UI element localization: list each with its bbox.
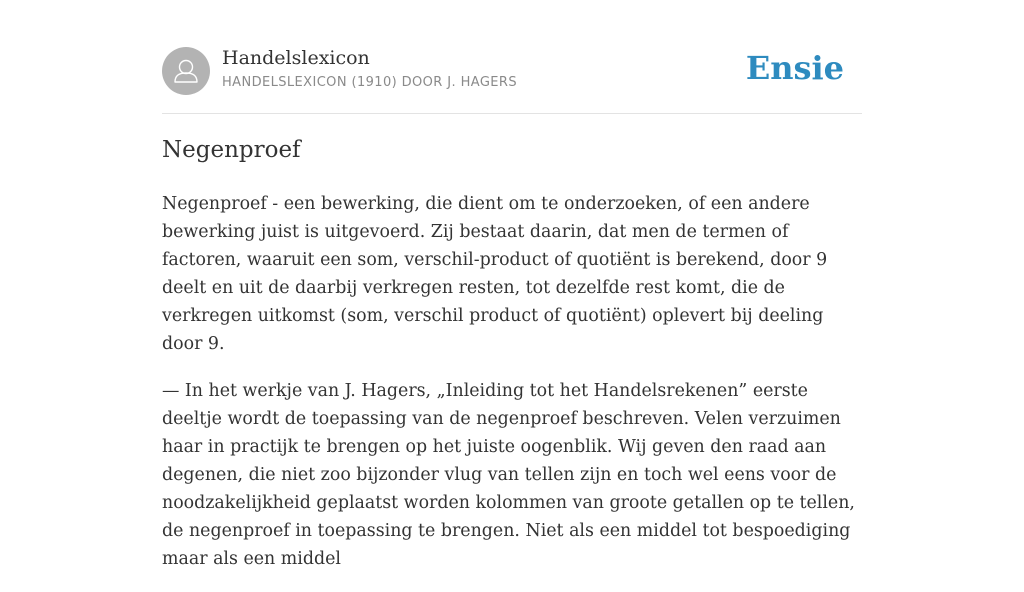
user-icon xyxy=(162,47,210,95)
brand-logo[interactable]: Ensie xyxy=(745,49,844,87)
avatar[interactable] xyxy=(162,47,210,95)
author-subtitle[interactable]: HANDELSLEXICON (1910) DOOR J. HAGERS xyxy=(222,75,517,90)
author-name[interactable]: Handelslexicon xyxy=(222,47,370,69)
article-paragraph: — In het werkje van J. Hagers, „Inleiding tot het Handelsrekenen” eerste deeltje wordt de toepassing van de negenproef beschreven. Velen verzuimen haar in practijk te brengen op het juiste oogenblik. Wij geven den raad aan degenen, die niet zoo bijzonder vlug van tellen zijn en toch wel eens voor de noodzakelijkheid geplaatst worden kolommen van groote getallen op te tellen, de negenproef in toepassing te brengen. Niet als een middel tot bespoediging maar als een middel xyxy=(162,381,855,569)
article-header xyxy=(162,47,862,95)
header-divider xyxy=(162,113,862,114)
article-title: Negenproef xyxy=(162,137,301,163)
article-body xyxy=(162,190,862,592)
article-paragraph: Negenproef - een bewerking, die dient om te onderzoeken, of een andere bewerking juist is uitgevoerd. Zij bestaat daarin, dat men de termen of factoren, waaruit een som, verschil-product of quotiënt is berekend, door 9 deelt en uit de daarbij verkregen resten, tot dezelfde rest komt, die de verkregen uitkomst (som, verschil product of quotiënt) oplevert bij deeling door 9. xyxy=(162,194,828,354)
